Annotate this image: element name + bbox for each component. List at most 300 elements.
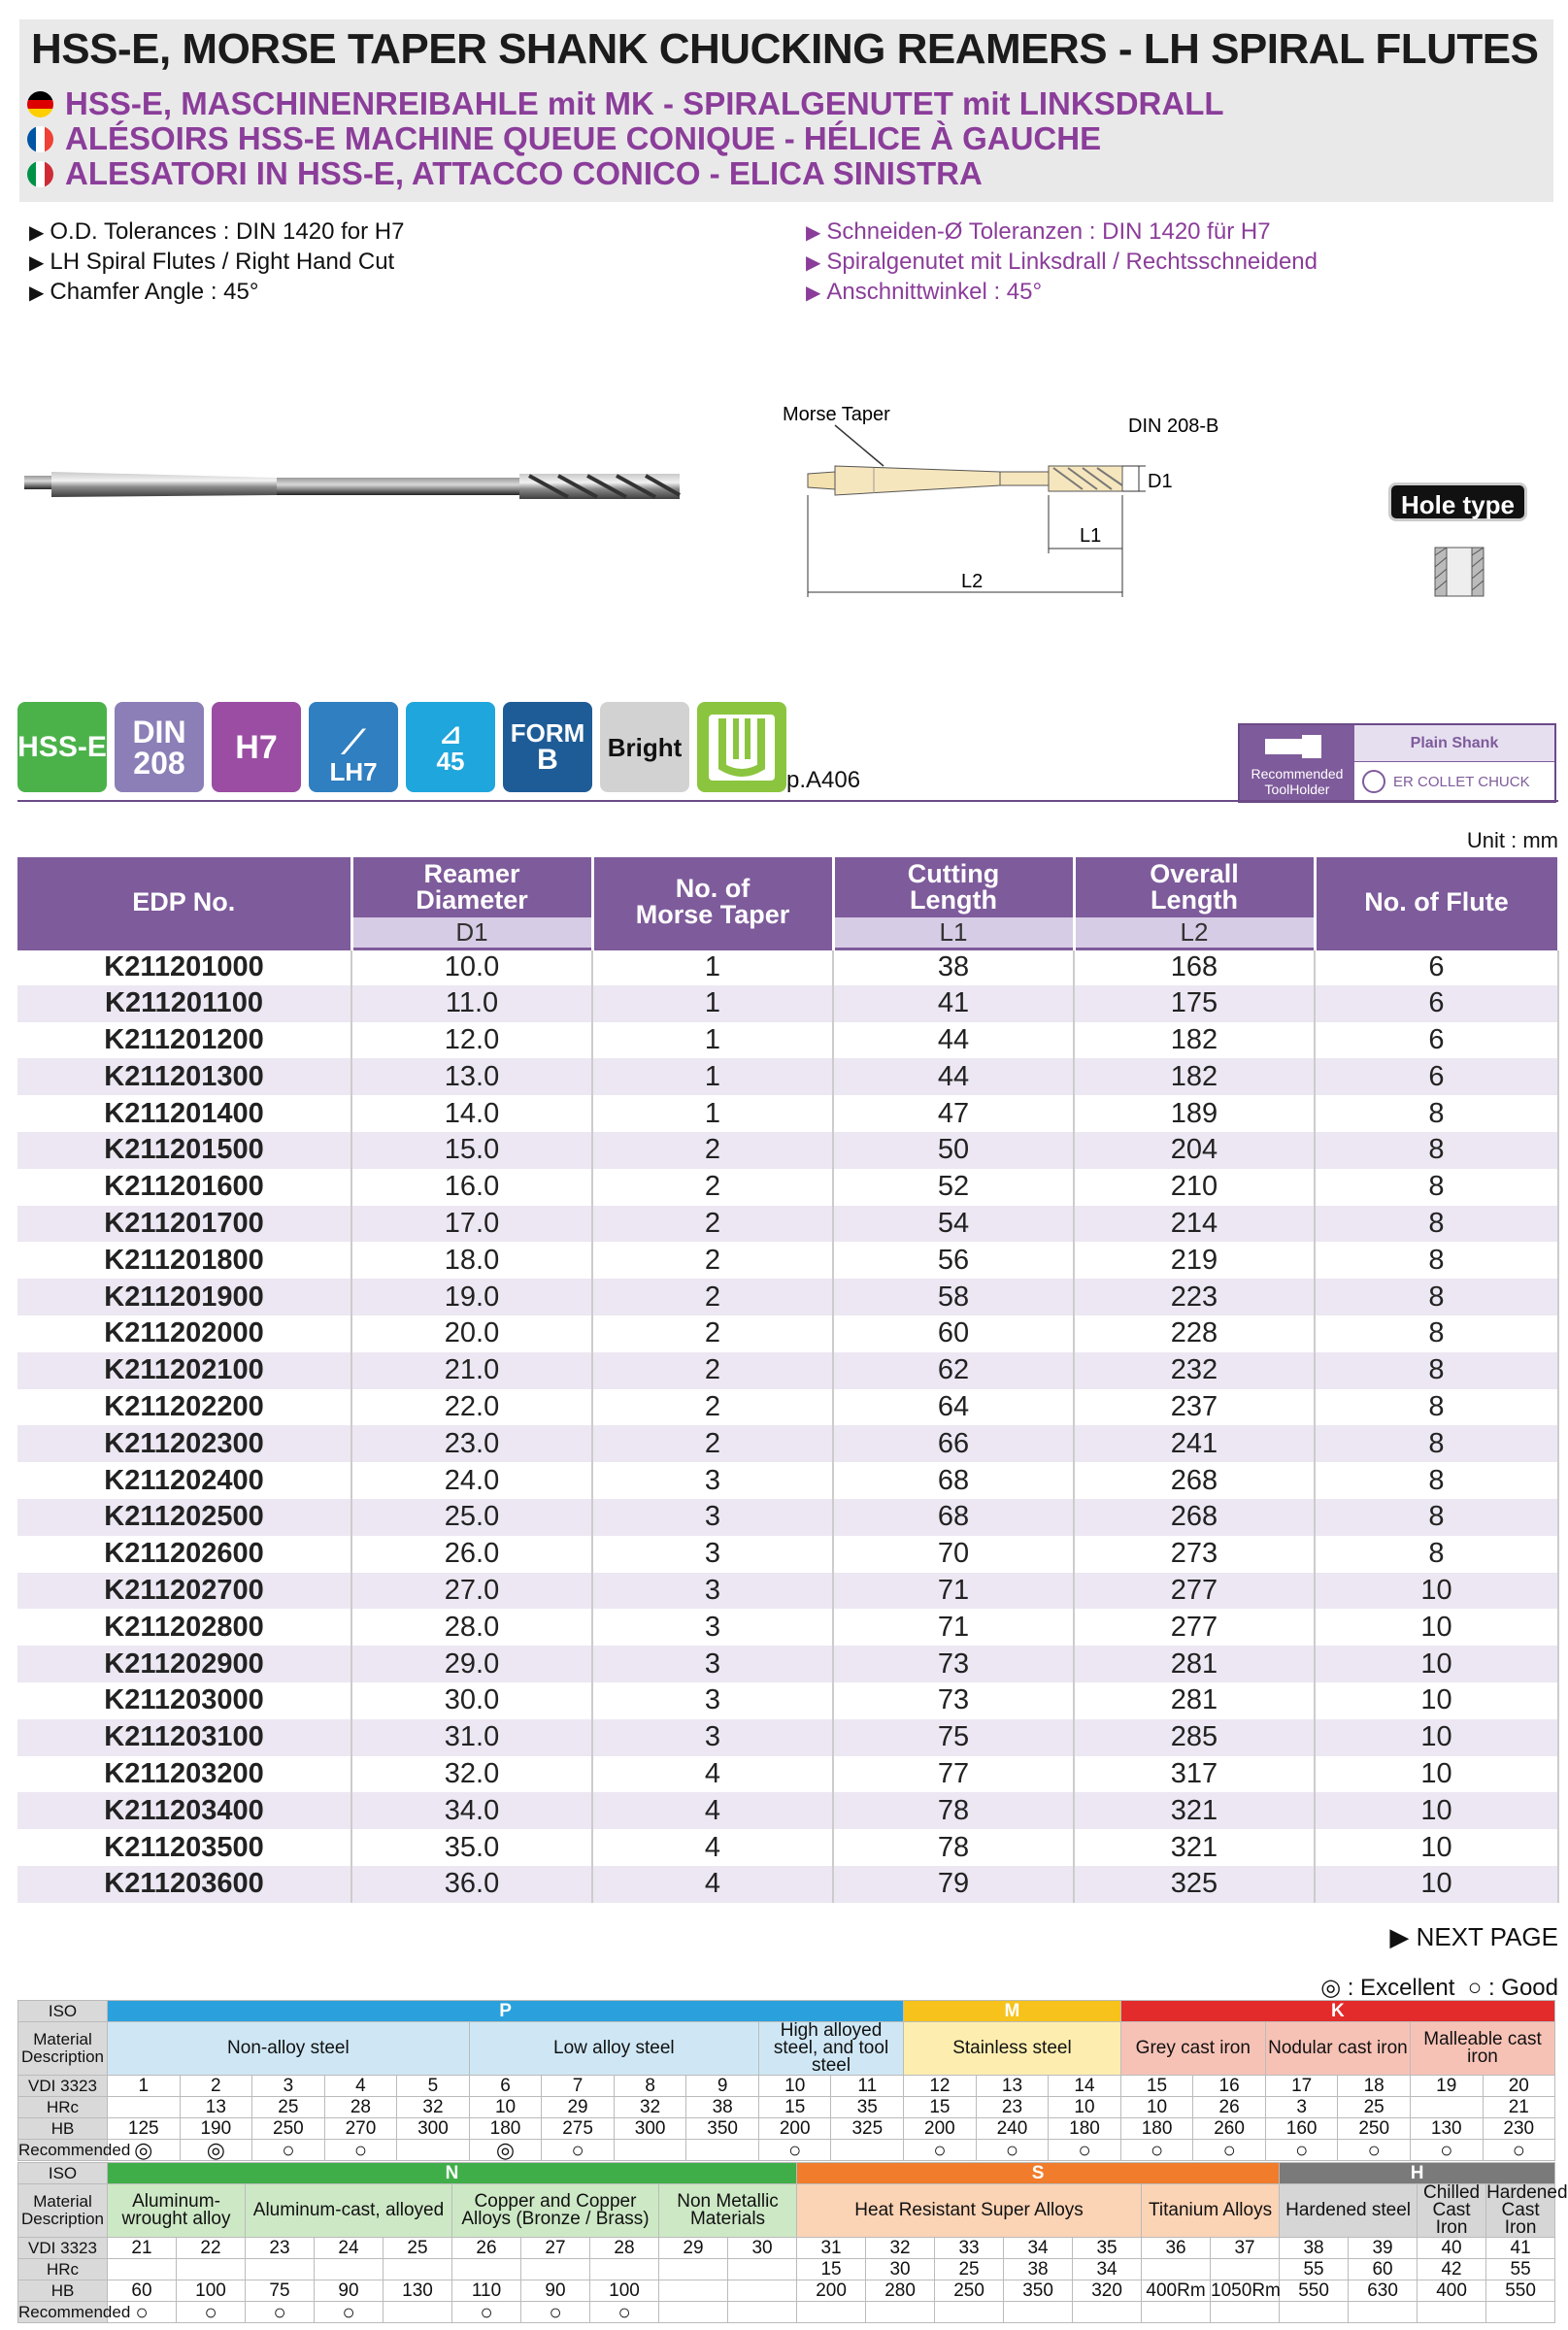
cell-morse-taper: 2 bbox=[592, 1389, 833, 1426]
cell-overall-length: 214 bbox=[1074, 1206, 1315, 1243]
cell-cutting-length: 38 bbox=[833, 949, 1074, 985]
cell-diameter: 24.0 bbox=[351, 1462, 592, 1499]
hb-value: 75 bbox=[246, 2280, 315, 2302]
product-table bbox=[17, 857, 1560, 1903]
cell-flutes: 8 bbox=[1315, 1095, 1558, 1132]
form-badge-text: FORM bbox=[510, 717, 585, 748]
material-description: Hardened steel bbox=[1280, 2184, 1418, 2238]
hb-value: 320 bbox=[1073, 2280, 1142, 2302]
triangle-bullet-icon: ▶ bbox=[29, 252, 45, 274]
recommendation-mark: ○ bbox=[108, 2302, 177, 2323]
cell-edp: K211201000 bbox=[17, 949, 351, 985]
hrc-value: 34 bbox=[1073, 2259, 1142, 2280]
cell-cutting-length: 71 bbox=[833, 1573, 1074, 1610]
cell-edp: K211203400 bbox=[17, 1792, 351, 1829]
hb-value: 250 bbox=[252, 2118, 325, 2140]
recommendation-mark: ○ bbox=[1410, 2140, 1483, 2161]
cell-cutting-length: 58 bbox=[833, 1279, 1074, 1315]
table-row bbox=[17, 1866, 1558, 1903]
toolholder-icon bbox=[1263, 729, 1331, 764]
hrc-row bbox=[18, 2259, 1555, 2280]
recommendation-mark: ○ bbox=[177, 2302, 246, 2323]
cell-cutting-length: 52 bbox=[833, 1169, 1074, 1206]
triangle-bullet-icon: ▶ bbox=[29, 283, 45, 304]
cell-cutting-length: 73 bbox=[833, 1646, 1074, 1682]
subtitle-it-text: ALESATORI IN HSS-E, ATTACCO CONICO - ELICA SINISTRA bbox=[65, 155, 983, 191]
recommendation-mark bbox=[1486, 2302, 1555, 2323]
material-description: Stainless steel bbox=[904, 2022, 1121, 2076]
unit-label: Unit : mm bbox=[1466, 828, 1558, 852]
cell-morse-taper: 3 bbox=[592, 1462, 833, 1499]
hb-value: 160 bbox=[1265, 2118, 1338, 2140]
material-row bbox=[18, 2184, 1555, 2238]
table-row bbox=[17, 1169, 1558, 1206]
cell-morse-taper: 4 bbox=[592, 1866, 833, 1903]
hrc-value bbox=[108, 2097, 181, 2118]
table-row bbox=[17, 1646, 1558, 1682]
hb-value: 90 bbox=[521, 2280, 590, 2302]
table-row bbox=[17, 1242, 1558, 1279]
l2-label: L2 bbox=[961, 571, 984, 592]
cell-flutes: 8 bbox=[1315, 1389, 1558, 1426]
vdi-value: 34 bbox=[1004, 2238, 1073, 2259]
cell-morse-taper: 2 bbox=[592, 1315, 833, 1352]
subtitle-fr bbox=[27, 120, 1101, 157]
hrc-value bbox=[590, 2259, 659, 2280]
cell-morse-taper: 4 bbox=[592, 1829, 833, 1866]
bright-badge bbox=[600, 702, 689, 792]
iso-table-1 bbox=[17, 2000, 1555, 2161]
recommendation-mark: ○ bbox=[324, 2140, 397, 2161]
cell-diameter: 14.0 bbox=[351, 1095, 592, 1132]
bullet-text: O.D. Tolerances : DIN 1420 for H7 bbox=[50, 218, 405, 245]
din-label: DIN 208-B bbox=[1128, 416, 1219, 437]
vdi-value: 27 bbox=[521, 2238, 590, 2259]
through-hole-icon bbox=[1435, 546, 1484, 598]
cell-overall-length: 182 bbox=[1074, 1022, 1315, 1059]
header-edp: EDP No. bbox=[17, 857, 351, 949]
hb-value: 100 bbox=[590, 2280, 659, 2302]
cell-cutting-length: 73 bbox=[833, 1682, 1074, 1719]
cell-morse-taper: 2 bbox=[592, 1425, 833, 1462]
cell-cutting-length: 68 bbox=[833, 1499, 1074, 1536]
hrc-value: 13 bbox=[180, 2097, 252, 2118]
cell-edp: K211201500 bbox=[17, 1132, 351, 1169]
cell-cutting-length: 44 bbox=[833, 1022, 1074, 1059]
hb-value: 630 bbox=[1349, 2280, 1418, 2302]
header-morse-line1: No. of bbox=[675, 874, 751, 904]
header-cutting-line1: Cutting bbox=[907, 859, 1000, 888]
next-page-link[interactable] bbox=[1389, 1922, 1558, 1952]
recommendation-mark bbox=[1349, 2302, 1418, 2323]
recommendation-mark: ○ bbox=[1049, 2140, 1121, 2161]
cell-cutting-length: 75 bbox=[833, 1719, 1074, 1756]
cell-flutes: 10 bbox=[1315, 1719, 1558, 1756]
hb-value: 275 bbox=[542, 2118, 615, 2140]
vdi-value: 16 bbox=[1193, 2076, 1266, 2097]
vdi-value: 6 bbox=[469, 2076, 542, 2097]
material-description: Copper and Copper Alloys (Bronze / Brass) bbox=[452, 2184, 659, 2238]
header-l2: L2 bbox=[1074, 917, 1315, 949]
chamfer-angle-badge bbox=[406, 702, 495, 792]
recommendation-mark: ○ bbox=[976, 2140, 1049, 2161]
hb-value: 230 bbox=[1483, 2118, 1555, 2140]
cell-morse-taper: 3 bbox=[592, 1609, 833, 1646]
cell-flutes: 10 bbox=[1315, 1756, 1558, 1793]
vdi-value: 14 bbox=[1049, 2076, 1121, 2097]
hb-value: 280 bbox=[866, 2280, 935, 2302]
table-row bbox=[17, 1352, 1558, 1389]
cell-flutes: 6 bbox=[1315, 1058, 1558, 1095]
cell-edp: K211202100 bbox=[17, 1352, 351, 1389]
cell-morse-taper: 3 bbox=[592, 1536, 833, 1573]
header-diameter bbox=[351, 857, 592, 917]
header-flutes: No. of Flute bbox=[1315, 857, 1558, 949]
cell-overall-length: 241 bbox=[1074, 1425, 1315, 1462]
cell-edp: K211201600 bbox=[17, 1169, 351, 1206]
recommendation-mark: ○ bbox=[521, 2302, 590, 2323]
cell-diameter: 19.0 bbox=[351, 1279, 592, 1315]
cell-morse-taper: 1 bbox=[592, 949, 833, 985]
table-row bbox=[17, 1792, 1558, 1829]
cell-diameter: 35.0 bbox=[351, 1829, 592, 1866]
recommendation-mark: ○ bbox=[904, 2140, 977, 2161]
material-description: Aluminum-cast, alloyed bbox=[246, 2184, 452, 2238]
vdi-value: 13 bbox=[976, 2076, 1049, 2097]
header-d1: D1 bbox=[351, 917, 592, 949]
material-description: Malleable cast iron bbox=[1410, 2022, 1554, 2076]
vdi-value: 9 bbox=[686, 2076, 759, 2097]
hrc-value: 25 bbox=[1338, 2097, 1411, 2118]
h7-badge bbox=[212, 702, 301, 792]
hb-value: 180 bbox=[1120, 2118, 1193, 2140]
cell-edp: K211202300 bbox=[17, 1425, 351, 1462]
vdi-value: 5 bbox=[397, 2076, 470, 2097]
cell-overall-length: 204 bbox=[1074, 1132, 1315, 1169]
vdi-value: 22 bbox=[177, 2238, 246, 2259]
french-flag-icon bbox=[27, 126, 53, 152]
cell-overall-length: 268 bbox=[1074, 1462, 1315, 1499]
cell-edp: K211202700 bbox=[17, 1573, 351, 1610]
bullet-text: Chamfer Angle : 45° bbox=[50, 279, 259, 305]
lh7-badge bbox=[309, 702, 398, 792]
cell-edp: K211201400 bbox=[17, 1095, 351, 1132]
chip-evacuation-badge bbox=[697, 702, 786, 792]
row-label: Recommended bbox=[18, 2302, 131, 2321]
form-badge bbox=[503, 702, 592, 792]
hb-value: 300 bbox=[397, 2118, 470, 2140]
recommendation-mark bbox=[659, 2302, 728, 2323]
vdi-value: 8 bbox=[614, 2076, 686, 2097]
next-page-text: NEXT PAGE bbox=[1416, 1922, 1558, 1951]
hrc-value: 15 bbox=[904, 2097, 977, 2118]
triangle-bullet-icon: ▶ bbox=[806, 222, 821, 244]
vdi-value: 18 bbox=[1338, 2076, 1411, 2097]
triangle-bullet-icon: ▶ bbox=[806, 283, 821, 304]
cell-overall-length: 273 bbox=[1074, 1536, 1315, 1573]
hsse-badge bbox=[17, 702, 107, 792]
row-label: HB bbox=[18, 2118, 108, 2140]
cell-cutting-length: 50 bbox=[833, 1132, 1074, 1169]
cell-cutting-length: 77 bbox=[833, 1756, 1074, 1793]
vdi-value: 35 bbox=[1073, 2238, 1142, 2259]
hb-value: 300 bbox=[614, 2118, 686, 2140]
hb-value: 400 bbox=[1418, 2280, 1486, 2302]
cell-cutting-length: 62 bbox=[833, 1352, 1074, 1389]
cell-cutting-length: 79 bbox=[833, 1866, 1074, 1903]
cell-cutting-length: 78 bbox=[833, 1829, 1074, 1866]
vdi-value: 31 bbox=[797, 2238, 866, 2259]
hb-value: 250 bbox=[1338, 2118, 1411, 2140]
header-overall-length bbox=[1074, 857, 1315, 917]
recommendation-mark bbox=[866, 2302, 935, 2323]
material-description: Aluminum-wrought alloy bbox=[108, 2184, 246, 2238]
table-row bbox=[17, 1609, 1558, 1646]
header-band bbox=[19, 19, 1553, 202]
cell-morse-taper: 3 bbox=[592, 1499, 833, 1536]
cell-cutting-length: 68 bbox=[833, 1462, 1074, 1499]
iso-group-row bbox=[18, 2001, 1555, 2022]
vdi-value: 26 bbox=[452, 2238, 521, 2259]
cell-cutting-length: 60 bbox=[833, 1315, 1074, 1352]
hrc-value: 15 bbox=[797, 2259, 866, 2280]
hrc-value bbox=[521, 2259, 590, 2280]
vdi-value: 28 bbox=[590, 2238, 659, 2259]
cell-overall-length: 182 bbox=[1074, 1058, 1315, 1095]
hb-value: 60 bbox=[108, 2280, 177, 2302]
cell-overall-length: 321 bbox=[1074, 1829, 1315, 1866]
cell-flutes: 10 bbox=[1315, 1646, 1558, 1682]
cell-diameter: 13.0 bbox=[351, 1058, 592, 1095]
cell-overall-length: 210 bbox=[1074, 1169, 1315, 1206]
din-badge-text: DIN bbox=[132, 714, 186, 749]
recommendation-mark bbox=[1073, 2302, 1142, 2323]
triangle-bullet-icon: ▶ bbox=[29, 222, 45, 244]
hrc-value bbox=[315, 2259, 384, 2280]
bullet-text: Spiralgenutet mit Linksdrall / Rechtsschneidend bbox=[826, 249, 1318, 275]
l1-label: L1 bbox=[1080, 525, 1102, 547]
cell-morse-taper: 2 bbox=[592, 1242, 833, 1279]
hrc-value: 10 bbox=[469, 2097, 542, 2118]
table-row bbox=[17, 1536, 1558, 1573]
hrc-value: 29 bbox=[542, 2097, 615, 2118]
form-badge-letter: B bbox=[537, 743, 558, 776]
legend-excellent: ◎ : Excellent bbox=[1320, 1975, 1455, 2001]
material-description: Titanium Alloys bbox=[1142, 2184, 1280, 2238]
vdi-value: 3 bbox=[252, 2076, 325, 2097]
cell-morse-taper: 3 bbox=[592, 1719, 833, 1756]
cell-diameter: 21.0 bbox=[351, 1352, 592, 1389]
cell-flutes: 8 bbox=[1315, 1206, 1558, 1243]
cell-diameter: 28.0 bbox=[351, 1609, 592, 1646]
table-row bbox=[17, 1499, 1558, 1536]
hrc-value bbox=[1142, 2259, 1211, 2280]
vdi-value: 4 bbox=[324, 2076, 397, 2097]
cell-diameter: 17.0 bbox=[351, 1206, 592, 1243]
cell-diameter: 12.0 bbox=[351, 1022, 592, 1059]
table-row bbox=[17, 1058, 1558, 1095]
table-row bbox=[17, 1462, 1558, 1499]
italian-flag-icon bbox=[27, 161, 53, 187]
header-overall-line1: Overall bbox=[1150, 859, 1239, 888]
vdi-row bbox=[18, 2076, 1555, 2097]
hrc-value: 30 bbox=[866, 2259, 935, 2280]
cell-edp: K211201300 bbox=[17, 1058, 351, 1095]
triangle-bullet-icon: ▶ bbox=[806, 252, 821, 274]
cell-flutes: 8 bbox=[1315, 1242, 1558, 1279]
hrc-value bbox=[384, 2259, 452, 2280]
table-row bbox=[17, 1206, 1558, 1243]
hb-value: 325 bbox=[831, 2118, 904, 2140]
hb-value: 250 bbox=[935, 2280, 1004, 2302]
table-row bbox=[17, 1389, 1558, 1426]
cell-flutes: 8 bbox=[1315, 1315, 1558, 1352]
vdi-value: 30 bbox=[728, 2238, 797, 2259]
table-row bbox=[17, 1719, 1558, 1756]
table-row bbox=[17, 1682, 1558, 1719]
cell-morse-taper: 3 bbox=[592, 1573, 833, 1610]
cell-overall-length: 281 bbox=[1074, 1646, 1315, 1682]
recommendation-mark: ○ bbox=[1193, 2140, 1266, 2161]
hrc-value bbox=[659, 2259, 728, 2280]
cell-morse-taper: 1 bbox=[592, 985, 833, 1022]
row-label: HRc bbox=[18, 2097, 108, 2118]
hrc-value: 60 bbox=[1349, 2259, 1418, 2280]
hrc-value: 38 bbox=[686, 2097, 759, 2118]
hb-value: 200 bbox=[758, 2118, 831, 2140]
bright-badge-text: Bright bbox=[607, 732, 683, 762]
hrc-value bbox=[452, 2259, 521, 2280]
recommendation-mark: ◎ bbox=[469, 2140, 542, 2161]
cell-diameter: 27.0 bbox=[351, 1573, 592, 1610]
cell-edp: K211202500 bbox=[17, 1499, 351, 1536]
recommendation-mark: ○ bbox=[246, 2302, 315, 2323]
vdi-value: 20 bbox=[1483, 2076, 1555, 2097]
vdi-value: 24 bbox=[315, 2238, 384, 2259]
table-row bbox=[17, 1573, 1558, 1610]
hb-value: 350 bbox=[1004, 2280, 1073, 2302]
hb-value: 90 bbox=[315, 2280, 384, 2302]
cell-flutes: 8 bbox=[1315, 1536, 1558, 1573]
cell-edp: K211202800 bbox=[17, 1609, 351, 1646]
vdi-value: 17 bbox=[1265, 2076, 1338, 2097]
bullets-german bbox=[806, 217, 1318, 308]
hb-value: 130 bbox=[384, 2280, 452, 2302]
table-row bbox=[17, 949, 1558, 985]
cell-flutes: 8 bbox=[1315, 1462, 1558, 1499]
subtitle-de bbox=[27, 85, 1224, 122]
iso-group: M bbox=[904, 2001, 1121, 2022]
table-row bbox=[17, 1829, 1558, 1866]
hb-value: 400Rm bbox=[1142, 2280, 1211, 2302]
hb-value: 100 bbox=[177, 2280, 246, 2302]
cell-flutes: 6 bbox=[1315, 1022, 1558, 1059]
cell-flutes: 6 bbox=[1315, 949, 1558, 985]
hb-value: 240 bbox=[976, 2118, 1049, 2140]
cell-flutes: 10 bbox=[1315, 1866, 1558, 1903]
recommendation-mark bbox=[686, 2140, 759, 2161]
cell-overall-length: 285 bbox=[1074, 1719, 1315, 1756]
header-l1: L1 bbox=[833, 917, 1074, 949]
cell-edp: K211201800 bbox=[17, 1242, 351, 1279]
h7-badge-text: H7 bbox=[235, 728, 278, 766]
cell-diameter: 26.0 bbox=[351, 1536, 592, 1573]
cell-diameter: 10.0 bbox=[351, 949, 592, 985]
hrc-value bbox=[108, 2259, 177, 2280]
header-morse-line2: Morse Taper bbox=[635, 900, 790, 930]
cell-morse-taper: 2 bbox=[592, 1279, 833, 1315]
cell-diameter: 29.0 bbox=[351, 1646, 592, 1682]
rec-row bbox=[18, 2140, 1555, 2161]
vdi-value: 10 bbox=[758, 2076, 831, 2097]
reamer-photo bbox=[24, 456, 680, 515]
header-diameter-line2: Diameter bbox=[416, 885, 528, 915]
recommendation-mark bbox=[1280, 2302, 1349, 2323]
hrc-value: 23 bbox=[976, 2097, 1049, 2118]
hb-value bbox=[659, 2280, 728, 2302]
page-reference[interactable]: p.A406 bbox=[786, 767, 861, 793]
iso-group: N bbox=[108, 2163, 797, 2184]
toolholder-box bbox=[1240, 725, 1354, 801]
german-flag-icon bbox=[27, 91, 53, 117]
hb-value: 180 bbox=[469, 2118, 542, 2140]
cell-flutes: 10 bbox=[1315, 1792, 1558, 1829]
hrc-value bbox=[728, 2259, 797, 2280]
cell-morse-taper: 3 bbox=[592, 1682, 833, 1719]
hrc-value: 21 bbox=[1483, 2097, 1555, 2118]
iso-group-row bbox=[18, 2163, 1555, 2184]
recommendation-mark: ○ bbox=[590, 2302, 659, 2323]
table-row bbox=[17, 1095, 1558, 1132]
iso-group: P bbox=[108, 2001, 904, 2022]
recommendation-mark bbox=[1418, 2302, 1486, 2323]
cell-flutes: 10 bbox=[1315, 1682, 1558, 1719]
cell-cutting-length: 44 bbox=[833, 1058, 1074, 1095]
cell-cutting-length: 66 bbox=[833, 1425, 1074, 1462]
cell-overall-length: 223 bbox=[1074, 1279, 1315, 1315]
vdi-value: 19 bbox=[1410, 2076, 1483, 2097]
cell-edp: K211203000 bbox=[17, 1682, 351, 1719]
row-label: HRc bbox=[18, 2259, 108, 2280]
morse-taper-label: Morse Taper bbox=[783, 404, 890, 425]
cell-flutes: 6 bbox=[1315, 985, 1558, 1022]
cell-flutes: 8 bbox=[1315, 1499, 1558, 1536]
vdi-value: 38 bbox=[1280, 2238, 1349, 2259]
vdi-value: 33 bbox=[935, 2238, 1004, 2259]
row-label: ISO bbox=[18, 2001, 108, 2022]
cell-edp: K211201200 bbox=[17, 1022, 351, 1059]
hrc-value: 10 bbox=[1120, 2097, 1193, 2118]
cell-morse-taper: 2 bbox=[592, 1132, 833, 1169]
technical-drawing bbox=[777, 398, 1262, 612]
cell-overall-length: 325 bbox=[1074, 1866, 1315, 1903]
cell-overall-length: 168 bbox=[1074, 949, 1315, 985]
hrc-value bbox=[177, 2259, 246, 2280]
cell-cutting-length: 56 bbox=[833, 1242, 1074, 1279]
hrc-value: 3 bbox=[1265, 2097, 1338, 2118]
row-label: HB bbox=[18, 2280, 108, 2302]
material-description: Grey cast iron bbox=[1120, 2022, 1265, 2076]
cell-edp: K211201100 bbox=[17, 985, 351, 1022]
cell-overall-length: 228 bbox=[1074, 1315, 1315, 1352]
cell-overall-length: 321 bbox=[1074, 1792, 1315, 1829]
recommendation-mark: ○ bbox=[1265, 2140, 1338, 2161]
cell-diameter: 18.0 bbox=[351, 1242, 592, 1279]
recommendation-mark bbox=[1211, 2302, 1280, 2323]
hb-value: 260 bbox=[1193, 2118, 1266, 2140]
cell-overall-length: 232 bbox=[1074, 1352, 1315, 1389]
vdi-row bbox=[18, 2238, 1555, 2259]
